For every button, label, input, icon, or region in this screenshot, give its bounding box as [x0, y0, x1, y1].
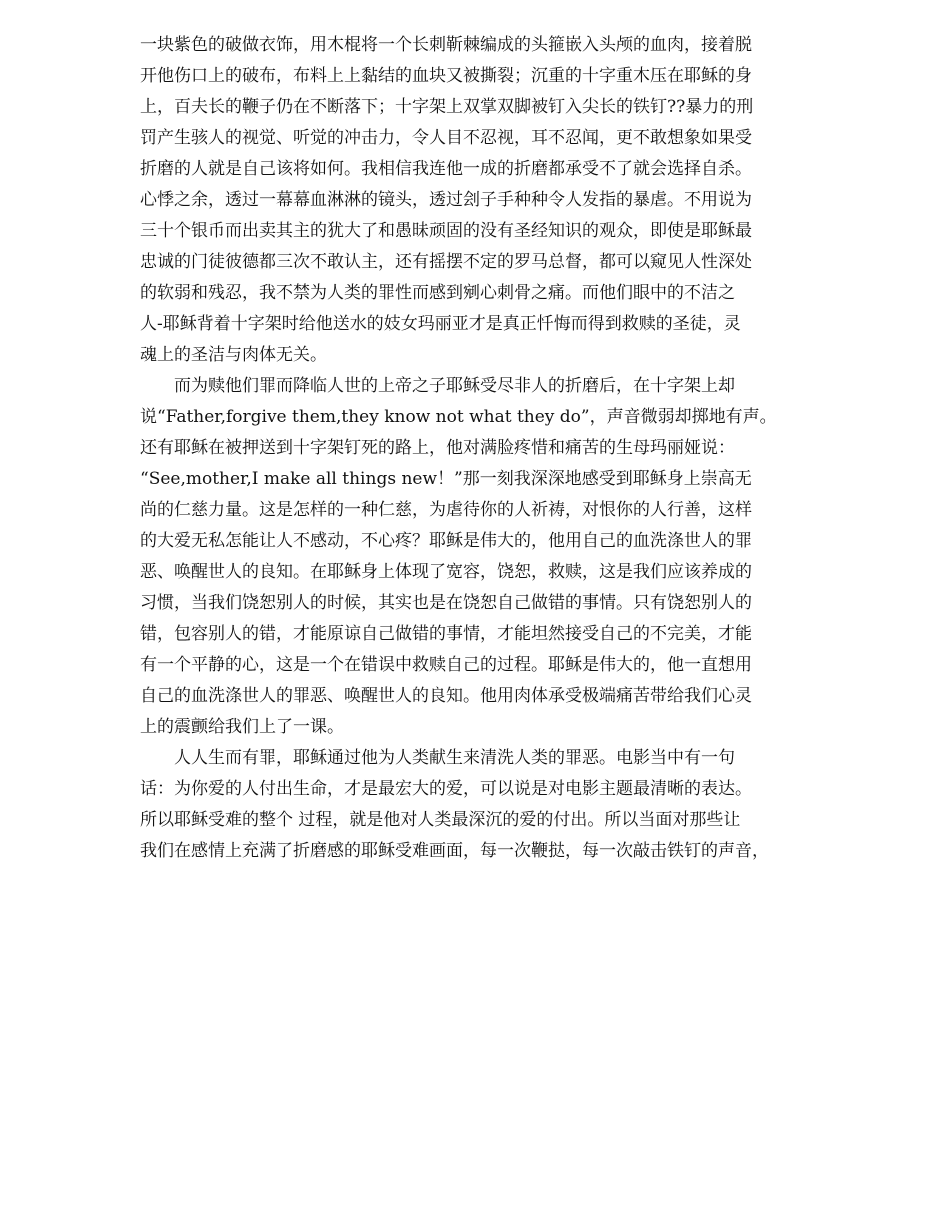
text-line: 恶、唤醒世人的良知。在耶稣身上体现了宽容，饶恕，救赎，这是我们应该养成的 [140, 562, 752, 582]
text-line: 有一个平静的心，这是一个在错误中救赎自己的过程。耶稣是伟大的，他一直想用 [140, 655, 752, 675]
text-line: 所以耶稣受难的整个 过程，就是他对人类最深沉的爱的付出。所以当面对那些让 [140, 810, 741, 830]
text-line: 上，百夫长的鞭子仍在不断落下；十字架上双掌双脚被钉入尖长的铁钉??暴力的刑 [140, 97, 754, 117]
text-line: 说“Father,forgive them,they know not what they do”，声音微弱却掷地有声。 [140, 407, 777, 427]
text-line: 忠诚的门徒彼德都三次不敢认主，还有摇摆不定的罗马总督，都可以窥见人性深处 [140, 252, 752, 272]
text-line: 三十个银币而出卖其主的犹大了和愚昧顽固的没有圣经知识的观众，即使是耶稣最 [140, 221, 752, 241]
text-line: “See,mother,I make all things new！”那一刻我深深地感受到耶稣身上崇高无 [140, 469, 752, 489]
text-line: 的大爱无私怎能让人不感动，不心疼？耶稣是伟大的，他用自己的血洗涤世人的罪 [140, 531, 752, 551]
paragraph-start-line: 而为赎他们罪而降临人世的上帝之子耶稣受尽非人的折磨后，在十字架上却 [174, 376, 735, 396]
text-line: 罚产生骇人的视觉、听觉的冲击力，令人目不忍视，耳不忍闻，更不敢想象如果受 [140, 128, 752, 148]
text-line: 错，包容别人的错，才能原谅自己做错的事情，才能坦然接受自己的不完美，才能 [140, 624, 752, 644]
text-line: 的软弱和残忍，我不禁为人类的罪性而感到剜心刺骨之痛。而他们眼中的不洁之 [140, 283, 735, 303]
text-line: 人-耶稣背着十字架时给他送水的妓女玛丽亚才是真正忏悔而得到救赎的圣徒，灵 [140, 314, 741, 334]
text-line: 还有耶稣在被押送到十字架钉死的路上，他对满脸疼惜和痛苦的生母玛丽娅说： [140, 438, 735, 458]
text-line: 自己的血洗涤世人的罪恶、唤醒世人的良知。他用肉体承受极端痛苦带给我们心灵 [140, 686, 752, 706]
text-line: 尚的仁慈力量。这是怎样的一种仁慈，为虐待你的人祈祷，对恨你的人行善，这样 [140, 500, 752, 520]
text-line: 折磨的人就是自己该将如何。我相信我连他一成的折磨都承受不了就会选择自杀。 [140, 159, 752, 179]
text-line: 一块紫色的破做衣饰，用木棍将一个长刺靳棘编成的头箍嵌入头颅的血肉，接着脱 [140, 35, 752, 55]
text-line: 魂上的圣洁与肉体无关。 [140, 345, 327, 365]
text-line: 心悸之余，透过一幕幕血淋淋的镜头，透过刽子手种种令人发指的暴虐。不用说为 [140, 190, 752, 210]
text-line: 话：为你爱的人付出生命，才是最宏大的爱，可以说是对电影主题最清晰的表达。 [140, 779, 752, 799]
text-line: 开他伤口上的破布，布料上上黏结的血块又被撕裂；沉重的十字重木压在耶稣的身 [140, 66, 752, 86]
paragraph-start-line: 人人生而有罪，耶稣通过他为人类献生来清洗人类的罪恶。电影当中有一句 [174, 748, 735, 768]
text-line: 习惯，当我们饶恕别人的时候，其实也是在饶恕自己做错的事情。只有饶恕别人的 [140, 593, 752, 613]
text-line: 我们在感情上充满了折磨感的耶稣受难画面，每一次鞭挞，每一次敲击铁钉的声音， [140, 841, 769, 861]
text-line: 上的震颤给我们上了一课。 [140, 717, 344, 737]
